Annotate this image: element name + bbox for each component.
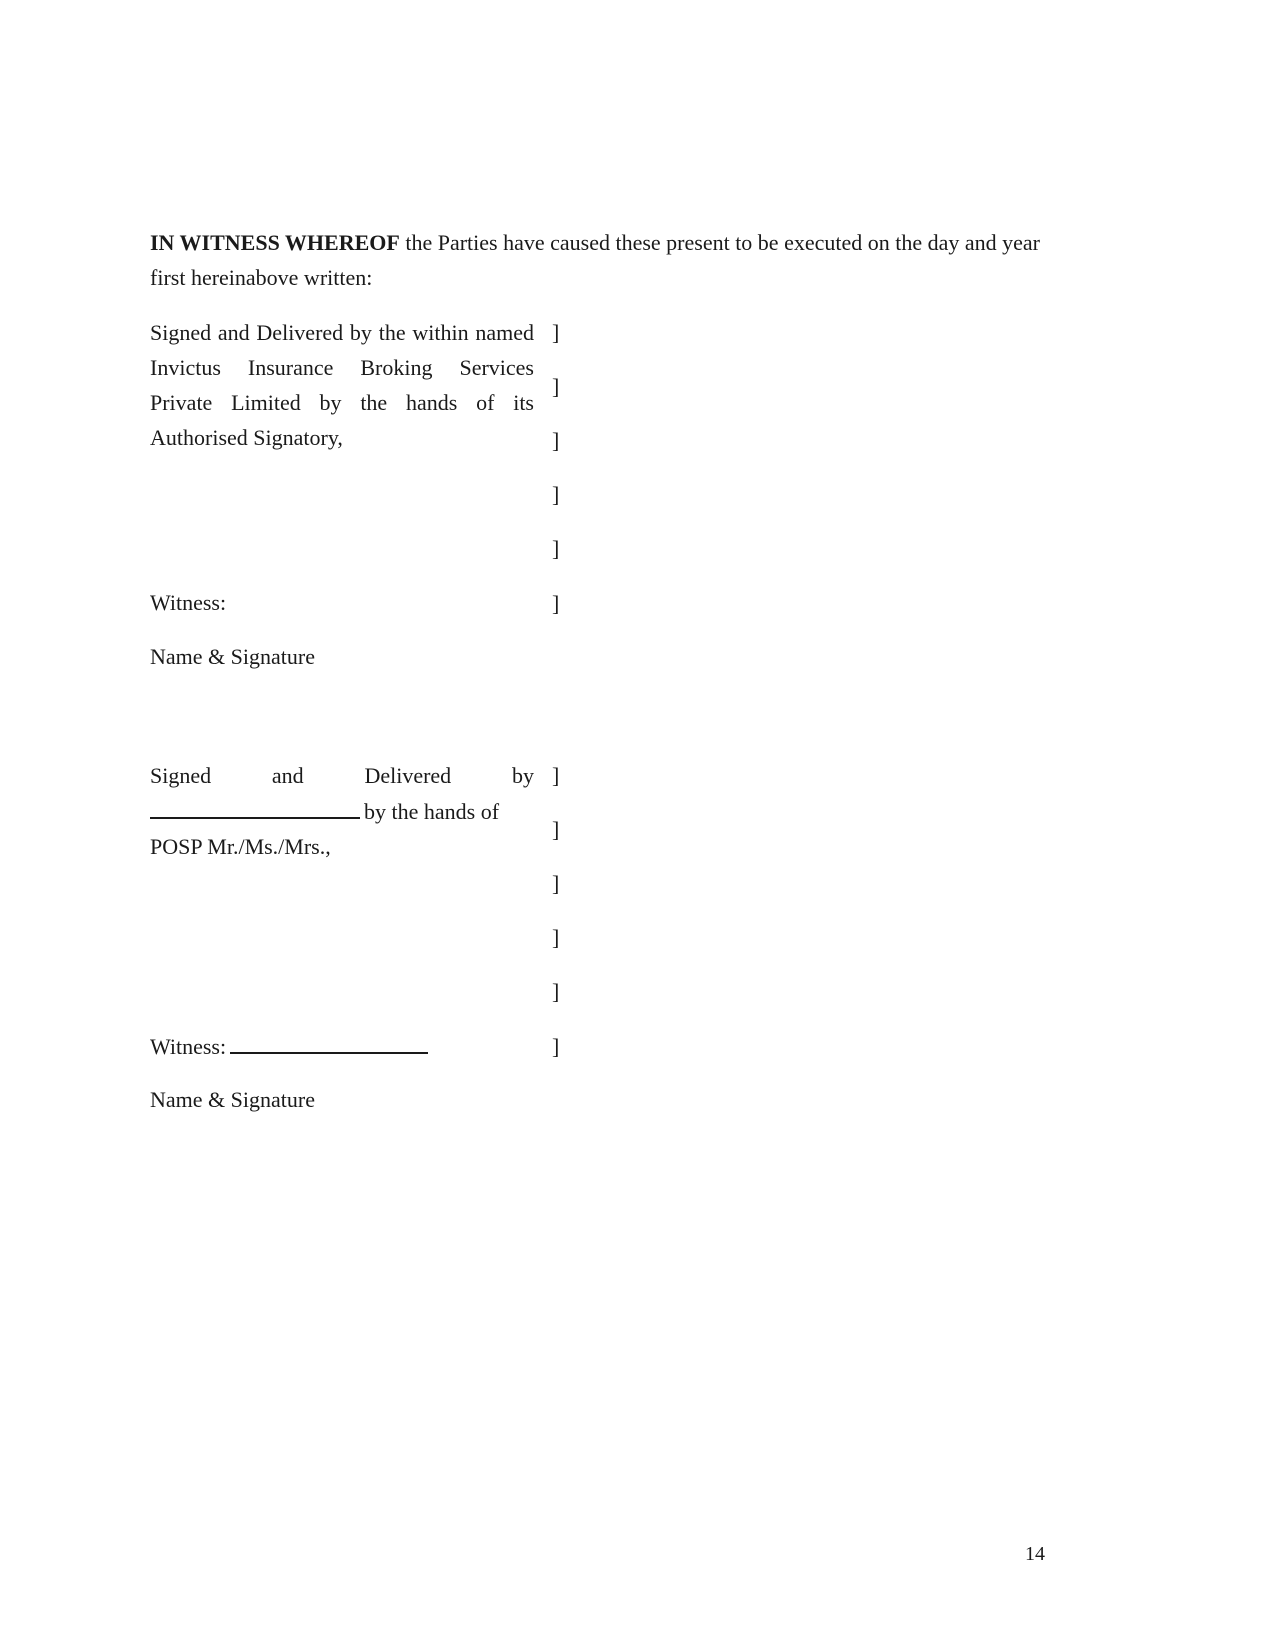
word: Delivered (364, 763, 452, 788)
word: Signed (150, 763, 212, 788)
word: and (271, 763, 304, 788)
bracket: ] (552, 482, 560, 507)
name-signature-label-1: Name & Signature (150, 644, 315, 669)
witness-line-2 (150, 1028, 428, 1064)
bracket: ] (552, 320, 560, 345)
word: by (511, 763, 534, 788)
name-signature-label-2: Name & Signature (150, 1087, 315, 1112)
company-signatory-text: Signed and Delivered by the within named Invictus Insurance Broking Services Private Limited by the hands of its Authorised Signatory, (150, 320, 534, 450)
page-number: 14 (1025, 1543, 1045, 1565)
witness-label-2: Witness: (150, 1034, 227, 1059)
bracket: ] (552, 536, 560, 561)
witness-clause-text: the Parties have caused these present to be executed on the day and year first hereinabove written: (150, 230, 1041, 290)
bracket: ] (552, 871, 560, 896)
bracket: ] (552, 1034, 560, 1059)
posp-signatory-line-2-text: by the hands of (364, 799, 500, 824)
witness-clause-lead: IN WITNESS WHEREOF (150, 230, 400, 255)
blank-signature-line (150, 793, 360, 819)
bracket: ] (552, 925, 560, 950)
posp-signatory-line-1 (150, 758, 534, 793)
witness-label-1: Witness: (150, 590, 227, 615)
bracket: ] (552, 428, 560, 453)
bracket: ] (552, 374, 560, 399)
posp-signatory-line-2 (150, 793, 534, 829)
bracket: ] (552, 763, 560, 788)
posp-signatory-text (150, 758, 534, 864)
bracket: ] (552, 817, 560, 842)
blank-witness-line (230, 1028, 428, 1054)
witness-clause (150, 225, 1070, 295)
bracket: ] (552, 591, 560, 616)
posp-signatory-line-3: POSP Mr./Ms./Mrs., (150, 834, 331, 859)
bracket: ] (552, 979, 560, 1004)
